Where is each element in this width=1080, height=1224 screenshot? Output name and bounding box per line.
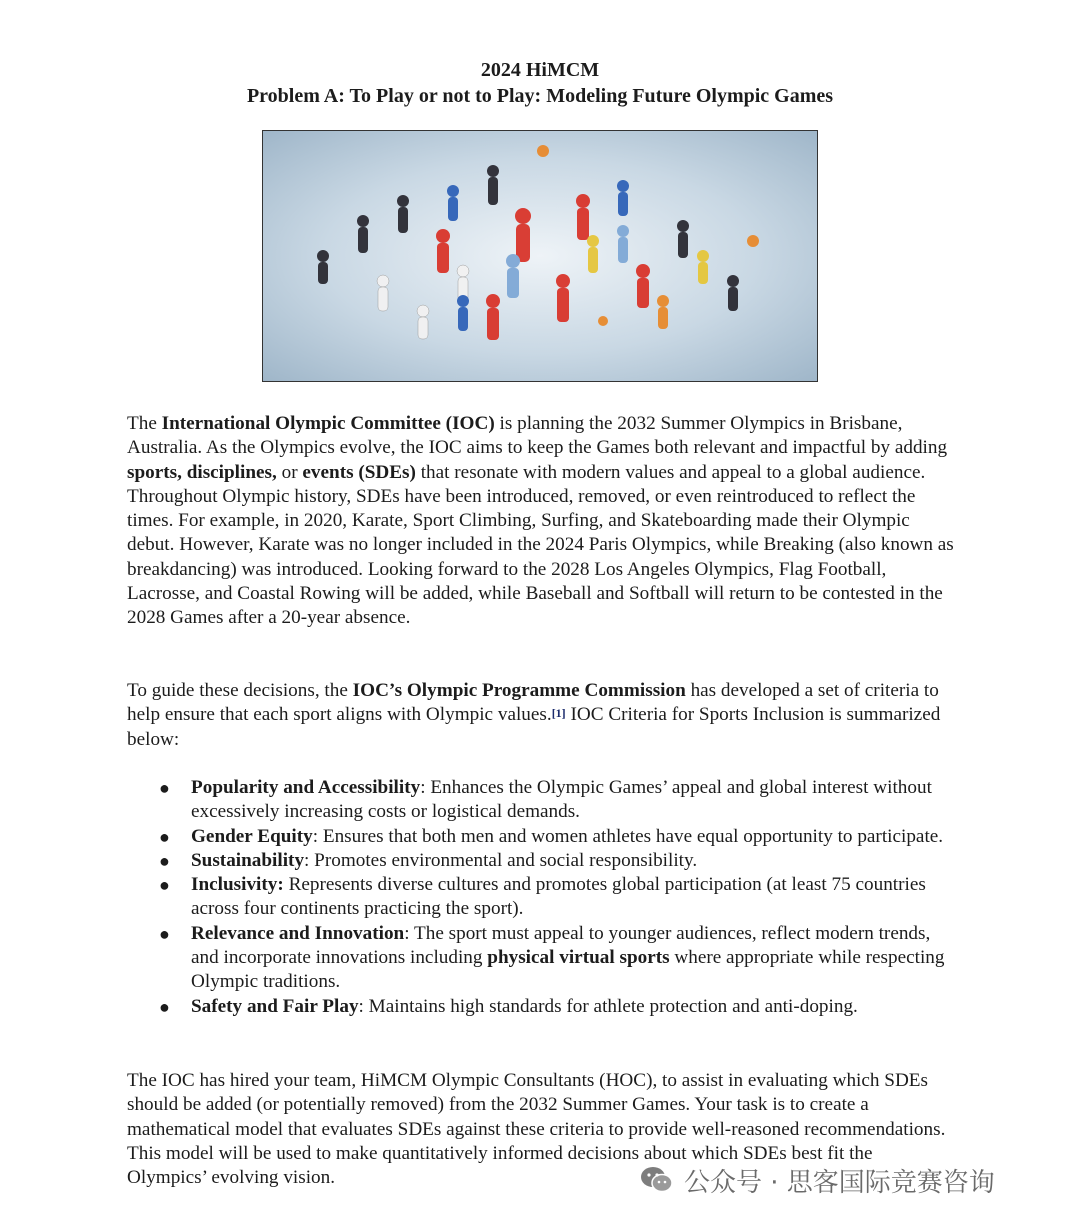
criterion-text: : The sport must appeal to younger audiences, reflect modern trends, and incorporate innovations including: [191, 922, 931, 969]
criteria-intro-text-1: To guide these decisions, the: [127, 680, 353, 701]
intro-bold-sdes: events (SDEs): [302, 461, 416, 483]
criterion-text: : Enhances the Olympic Games’ appeal and global interest without excessively increasing costs or logistical demands.: [191, 777, 932, 823]
criterion-name: Inclusivity:: [191, 874, 284, 896]
intro-text-3: or: [276, 461, 303, 483]
criterion-text: Represents diverse cultures and promotes global participation (at least 75 countries across four continents practicing the sport).: [191, 874, 926, 920]
intro-bold-sports: sports, disciplines,: [127, 461, 277, 483]
criteria-intro-text-2: has developed a set of criteria to help ensure that each sport aligns with Olympic values.: [127, 680, 939, 726]
criterion-name: Gender Equity: [191, 825, 313, 847]
criterion-name: Sustainability: [191, 849, 305, 871]
bullet-icon: ●: [159, 778, 170, 798]
reference-link[interactable]: [1]: [551, 706, 566, 721]
bullet-icon: ●: [159, 923, 170, 944]
criterion-name: Safety and Fair Play: [191, 995, 359, 1017]
bullet-icon: ●: [159, 996, 170, 1017]
bullet-icon: ●: [159, 850, 170, 871]
athletes-collage-image: [262, 130, 818, 382]
intro-bold-ioc: International Olympic Committee (IOC): [161, 413, 495, 434]
criterion-text: : Maintains high standards for athlete protection and anti-doping.: [358, 995, 858, 1017]
criteria-intro-bold: IOC’s Olympic Programme Commission: [352, 680, 686, 701]
criteria-list-item: [127, 849, 955, 873]
intro-text-2: is planning the 2032 Summer Olympics in Brisbane, Australia. As the Olympics evolve, the IOC aims to keep the Games both relevant and impactful by adding: [127, 413, 948, 459]
intro-text-1: The: [127, 413, 162, 434]
problem-title: Problem A: To Play or not to Play: Modeling Future Olympic Games: [246, 85, 834, 107]
criterion-text-2: where appropriate while respecting Olympic traditions.: [191, 947, 945, 993]
document-title: 2024 HiMCM: [480, 59, 600, 81]
watermark-text: 公众号 · 思客国际竞赛咨询: [684, 1167, 995, 1198]
criterion-text: : Promotes environmental and social responsibility.: [304, 849, 698, 871]
criteria-list-item: [127, 873, 955, 922]
bullet-icon: ●: [159, 826, 170, 847]
criteria-intro-text-3: IOC Criteria for Sports Inclusion is summarized below:: [127, 704, 941, 750]
criterion-name: Popularity and Accessibility: [191, 777, 421, 798]
athletes-collage-graphic: [263, 131, 816, 380]
criteria-list-item: [127, 825, 955, 849]
intro-paragraph: [127, 412, 955, 631]
criteria-list-item: [127, 922, 955, 995]
criteria-list-item: [127, 995, 955, 1019]
criterion-bold-phrase: physical virtual sports: [487, 947, 670, 969]
criterion-name: Relevance and Innovation: [191, 922, 405, 944]
criteria-list: [127, 776, 955, 1019]
criteria-list-item: [127, 776, 955, 825]
bullet-icon: ●: [159, 875, 170, 896]
wechat-watermark: [640, 1162, 995, 1198]
criterion-text: : Ensures that both men and women athletes have equal opportunity to participate.: [312, 825, 944, 847]
criteria-intro-paragraph: [127, 679, 955, 752]
intro-text-4: that resonate with modern values and appeal to a global audience. Throughout Olympic history, SDEs have been introduced, removed, or even reintroduced to reflect the times. For example, in 2020, Karate, Sport Climbing, Surfing, and Skateboarding made their Olympic debut. However, Karate was no longer included in the 2024 Paris Olympics, while Breaking (also known as breakdancing) was introduced. Looking forward to the 2028 Los Angeles Olympics, Flag Football, Lacrosse, and Coastal Rowing will be added, while Baseball and Softball will return to be contested in the 2028 Games after a 20-year absence.: [127, 461, 954, 629]
wechat-icon: [640, 1165, 674, 1195]
document-header: [0, 57, 1080, 109]
task-paragraph: The IOC has hired your team, HiMCM Olympic Consultants (HOC), to assist in evaluating which SDEs should be added (or potentially removed) from the 2032 Summer Games. Your task is to create a mathematical model that evaluates SDEs against these criteria to provide well-reasoned recommendations. This model will be used to make quantitatively informed decisions about which SDEs best fit the Olympics’ evolving vision.: [127, 1070, 946, 1189]
